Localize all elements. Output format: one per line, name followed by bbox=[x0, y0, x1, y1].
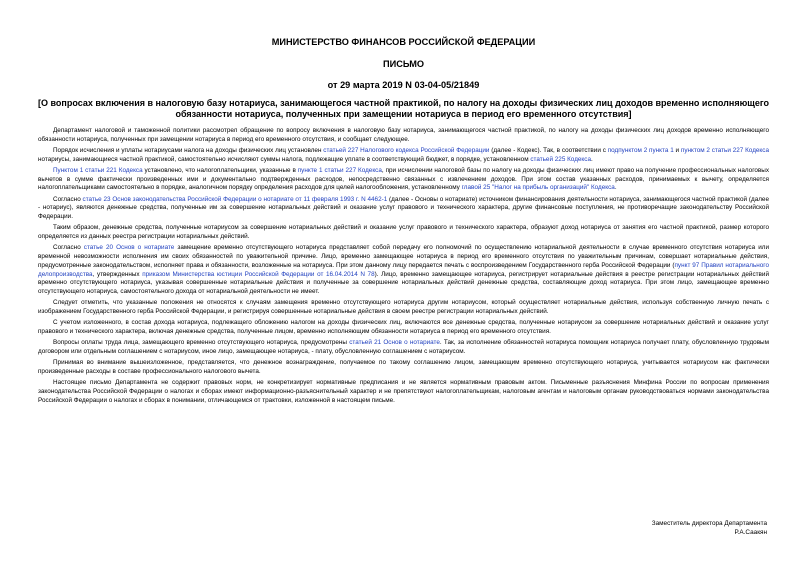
paragraph-text: замещение временно отсутствующего нотариуса представляет собой передачу его полномочий по осуществлению нотариальной деятельности в случае временного отсутствия нотариуса или временной невозможности исполнения им своих обязанностей по уважительной причине. Лицо, временно замещающее нотариуса в период его временного отсутствия по уважительным причинам, совершает нотариальные действия, предусмотренные законодательством, исполняет права и обязанности, возложенные на нотариуса. При этом данному лицу передается печать с воспроизведением Государственного герба Российской Федерации ( bbox=[38, 244, 769, 269]
paragraph bbox=[38, 167, 769, 193]
paragraph-text: установлено, что налогоплательщики, указанные в bbox=[142, 167, 298, 174]
doc-type-heading: ПИСЬМО bbox=[382, 59, 425, 69]
paragraph-text: Принимая во внимание вышеизложенное, представляется, что денежное вознаграждение, получаемое по такому соглашению лицом, замещающим временно отсутствующего нотариуса, учитывается нотариусом как фактически произведенные расходы в составе профессионального налогового вычета. bbox=[38, 359, 769, 375]
paragraph-text: (далее - Кодекс). Так, в соответствии с bbox=[489, 147, 608, 154]
paragraph-text: Следует отметить, что указанные положения не относятся к случаям замещения временно отсутствующего нотариуса другим нотариусом, который осуществляет нотариальные действия, используя собственную личную печать с изображением Государственного герба Российской Федерации, и регистрируя совершенные нотариальные действия в своем реестре регистрации нотариальных действий. bbox=[38, 299, 769, 315]
paragraph bbox=[38, 196, 769, 222]
paragraph-text: (далее - Основы о нотариате) источником финансирования деятельности нотариуса, занимающегося частной практикой (далее - нотариус), являются денежные средства, полученные им за совершение нотариальных действий и оказание услуг правового и технического характера, другие финансовые поступления, не противоречащие законодательству Российской Федерации. bbox=[38, 195, 769, 221]
legal-reference-link[interactable]: пункт 97 Правил нотариального делопроизводства bbox=[38, 261, 769, 278]
paragraph-text: нотариусы, занимающиеся частной практикой, самостоятельно исчисляют суммы налога, подлежащие уплате в соответствующий бюджет, в порядке, установленном bbox=[38, 155, 531, 163]
paragraph-text: С учетом изложенного, в состав дохода нотариуса, подлежащего обложению налогом на доходы физических лиц, включаются все денежные средства, полученные нотариусом за совершение нотариальных действий и оказание услуг правового и технического характера, включая денежные средства, полученные лицом, временно исполняющим обязанности нотариуса в период его временного отсутствия. bbox=[38, 319, 769, 335]
paragraph bbox=[38, 244, 769, 296]
paragraph-text: , утвержденных bbox=[92, 270, 143, 278]
legal-reference-link[interactable]: статьей 227 Налогового кодекса Российской Федерации bbox=[323, 147, 490, 154]
paragraph bbox=[38, 299, 769, 316]
paragraph-text: ). Лицо, временно замещающее нотариуса, регистрирует нотариальные действия в реестре регистрации нотариальных действий временно отсутствующего нотариуса, указывая совершенные нотариальные действия и полученные за совершение нотариальных действий денежные средства, составляющие доход нотариуса. При этом лицо, замещающее временно отсутствующего нотариуса, самостоятельного дохода от нотариальной деятельности не имеет. bbox=[38, 270, 770, 295]
letter-body bbox=[38, 127, 769, 408]
paragraph-text: Настоящее письмо Департамента не содержит правовых норм, не конкретизирует нормативные предписания и не является нормативным правовым актом. Письменные разъяснения Минфина России по вопросам применения законодательства Российской Федерации о налогах и сборах имеют информационно-разъяснительный характер и не препятствуют налогоплательщикам, налоговым агентам и налоговым органам руководствоваться нормами законодательства Российской Федерации о налогах и сборах в понимании, отличающемся от трактовки, изложенной в настоящем письме. bbox=[38, 379, 769, 404]
legal-reference-link[interactable]: пунктом 2 статьи 227 Кодекса bbox=[680, 147, 769, 154]
paragraph bbox=[38, 147, 769, 164]
paragraph bbox=[38, 359, 769, 376]
paragraph bbox=[38, 319, 769, 336]
paragraph-text: Таким образом, денежные средства, полученные нотариусом за совершение нотариальных действий и оказание услуг правового и технического характера, образуют доход нотариуса от занятия его частной практикой, размер которого определяется из данных реестра регистрации нотариальных действий. bbox=[38, 224, 769, 241]
paragraph-text: и bbox=[673, 147, 681, 154]
paragraph-text: . bbox=[590, 155, 593, 163]
legal-reference-link[interactable]: статьей 225 Кодекса bbox=[530, 155, 591, 163]
paragraph bbox=[38, 379, 769, 405]
doc-number-heading: от 29 марта 2019 N 03-04-05/21849 bbox=[327, 80, 480, 90]
paragraph-text: Согласно bbox=[53, 244, 84, 252]
legal-reference-link[interactable]: приказом Министерства юстиции Российской Федерации от 16.04.2014 N 78 bbox=[142, 270, 375, 278]
legal-reference-link[interactable]: статье 20 Основ о нотариате bbox=[83, 244, 175, 252]
paragraph-text: . Так, за исполнение обязанностей нотариуса помощник нотариуса получает плату, обусловленную трудовым договором или отдельным соглашением с нотариусом, иное лицо, замещающее нотариуса, - плату, обусловленную соглашением с нотариусом. bbox=[38, 339, 769, 355]
paragraph-text: Департамент налоговой и таможенной политики рассмотрел обращение по вопросу включения в налоговую базу нотариуса, занимающегося частной практикой, по налогу на доходы физических лиц доходов временно исполняющего обязанности нотариуса, полученных при замещении нотариуса в период его временного отсутствия, и сообщает следующее. bbox=[38, 127, 769, 143]
legal-reference-link[interactable]: статьей 21 Основ о нотариате bbox=[349, 339, 440, 347]
paragraph-text: . bbox=[614, 184, 617, 192]
paragraph-text: , при исчислении налоговой базы по налогу на доходы физических лиц имеют право на получение профессиональных налоговых вычетов в сумме фактически произведенных ими и документально подтвержденных расходов, непосредственно связанных с извлечением доходов. При этом состав указанных расходов, принимаемых к вычету, определяется налогоплательщиками самостоятельно в порядке, аналогичном порядку определения расходов для целей налогообложения, установленному bbox=[38, 167, 769, 192]
paragraph bbox=[38, 127, 769, 144]
ministry-heading: МИНИСТЕРСТВО ФИНАНСОВ РОССИЙСКОЙ ФЕДЕРАЦИИ bbox=[271, 37, 536, 47]
legal-reference-link[interactable]: пункте 1 статьи 227 Кодекса bbox=[297, 167, 382, 174]
paragraph bbox=[38, 224, 769, 241]
legal-reference-link[interactable]: статье 23 Основ законодательства Российской Федерации о нотариате от 11 февраля 1993 г. N 4462-1 bbox=[82, 195, 388, 203]
legal-reference-link[interactable]: подпунктом 2 пункта 1 bbox=[607, 147, 674, 154]
legal-reference-link[interactable]: Пунктом 1 статьи 221 Кодекса bbox=[53, 167, 143, 174]
signer-name: Р.А.Саакян bbox=[734, 529, 767, 536]
paragraph-text: Согласно bbox=[53, 195, 83, 203]
paragraph-text: Порядок исчисления и уплаты нотариусами налога на доходы физических лиц установлен bbox=[53, 147, 324, 154]
letter-subject: [О вопросах включения в налоговую базу нотариуса, занимающегося частной практикой, по налогу на доходы физических лиц доходов временно исполняющего обязанности нотариуса, полученных при замещении нотариуса в период его временного отсутствия] bbox=[37, 98, 769, 119]
legal-reference-link[interactable]: главой 25 "Налог на прибыль организаций" Кодекса bbox=[461, 184, 615, 192]
signature-block bbox=[652, 519, 767, 537]
paragraph-text: Вопросы оплаты труда лица, замещающего временно отсутствующего нотариуса, предусмотрены bbox=[53, 339, 350, 347]
paragraph bbox=[38, 339, 769, 356]
signer-position: Заместитель директора Департамента bbox=[651, 520, 767, 527]
